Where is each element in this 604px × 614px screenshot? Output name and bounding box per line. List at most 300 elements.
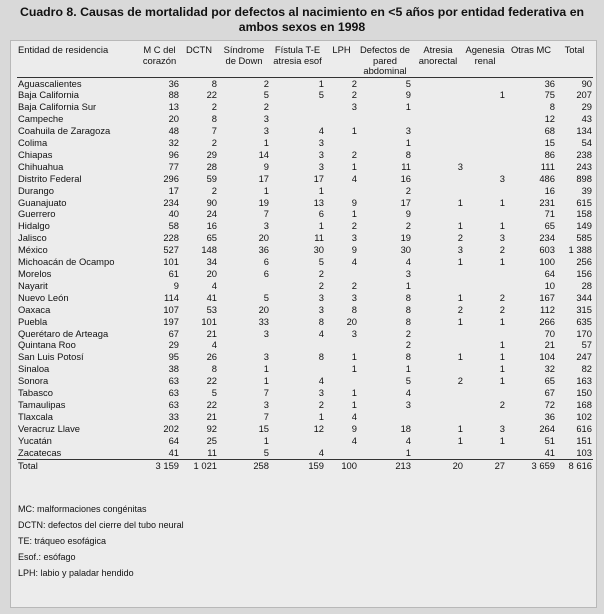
value-cell: 2 xyxy=(351,220,357,232)
value-cell: 20 xyxy=(168,113,179,125)
value-cell: 8 616 xyxy=(556,459,593,471)
table-row xyxy=(17,161,593,173)
value-cell xyxy=(412,89,464,101)
value-cell: 4 xyxy=(405,387,411,399)
value-cell: 228 xyxy=(163,232,179,244)
value-cell: 3 xyxy=(318,387,324,399)
value-cell: 1 xyxy=(457,291,463,303)
table-row xyxy=(17,304,593,316)
value-cell: 13 xyxy=(168,101,179,113)
value-cell: 256 xyxy=(576,256,592,268)
value-cell xyxy=(464,280,506,292)
caption-number: Cuadro 8. xyxy=(19,5,77,19)
value-cell: 111 xyxy=(540,160,555,172)
value-cell: 1 xyxy=(405,101,411,113)
value-cell xyxy=(412,101,464,113)
value-cell: 1 xyxy=(499,220,505,232)
value-cell: 114 xyxy=(164,291,179,303)
value-cell: 9 xyxy=(405,208,411,220)
value-cell: 6 xyxy=(318,208,324,220)
table-row xyxy=(17,316,593,328)
value-cell: 41 xyxy=(206,291,217,303)
value-cell: 2 xyxy=(457,232,463,244)
value-cell: 63 xyxy=(168,375,179,387)
mortality-table xyxy=(17,45,593,471)
value-cell: 92 xyxy=(206,422,217,434)
value-cell: 29 xyxy=(206,148,217,160)
value-cell: 3 xyxy=(405,398,411,410)
value-cell: 134 xyxy=(576,125,592,137)
value-cell: 231 xyxy=(539,196,555,208)
value-cell: 67 xyxy=(544,387,555,399)
value-cell xyxy=(270,101,325,113)
state-cell: Colima xyxy=(18,137,48,149)
value-cell xyxy=(464,161,506,173)
header-row xyxy=(17,45,593,77)
value-cell: 101 xyxy=(201,315,217,327)
value-cell: 18 xyxy=(400,422,411,434)
value-cell: 1 xyxy=(351,125,357,137)
value-cell: 8 xyxy=(318,315,324,327)
value-cell: 68 xyxy=(544,125,555,137)
state-cell: Tabasco xyxy=(18,387,53,399)
value-cell: 3 xyxy=(318,137,324,149)
value-cell: 17 xyxy=(168,184,179,196)
value-cell: 8 xyxy=(211,363,217,375)
value-cell: 170 xyxy=(576,327,592,339)
value-cell: 1 xyxy=(318,410,324,422)
value-cell xyxy=(464,208,506,220)
state-cell: Veracruz Llave xyxy=(18,422,81,434)
value-cell: 1 xyxy=(499,89,505,101)
value-cell: 3 xyxy=(351,101,357,113)
value-cell: 167 xyxy=(539,291,555,303)
value-cell: 1 xyxy=(263,363,269,375)
value-cell: 1 xyxy=(457,256,463,268)
value-cell: 16 xyxy=(206,220,217,232)
value-cell xyxy=(464,387,506,399)
table-row xyxy=(17,363,593,375)
table-row xyxy=(17,280,593,292)
value-cell: 16 xyxy=(544,184,555,196)
table-row xyxy=(17,268,593,280)
value-cell: 603 xyxy=(539,244,555,256)
value-cell: 2 xyxy=(499,303,505,315)
value-cell: 40 xyxy=(168,208,179,220)
value-cell: 51 xyxy=(544,434,555,446)
value-cell: 22 xyxy=(206,89,217,101)
value-cell xyxy=(464,101,506,113)
value-cell: 258 xyxy=(218,459,270,471)
value-cell: 3 xyxy=(318,303,324,315)
value-cell: 48 xyxy=(168,125,179,137)
value-cell: 486 xyxy=(539,172,555,184)
table-panel xyxy=(10,40,597,608)
col-header: Otras MC xyxy=(506,45,556,77)
footnote: DCTN: defectos del cierre del tubo neural xyxy=(18,520,184,530)
value-cell: 8 xyxy=(405,315,411,327)
value-cell: 149 xyxy=(576,220,592,232)
state-cell: Jalisco xyxy=(18,232,47,244)
value-cell xyxy=(412,137,464,149)
value-cell: 4 xyxy=(211,279,217,291)
state-cell: Durango xyxy=(18,184,54,196)
value-cell: 2 xyxy=(211,184,217,196)
value-cell: 2 xyxy=(499,291,505,303)
value-cell: 898 xyxy=(576,172,592,184)
value-cell: 43 xyxy=(581,113,592,125)
value-cell xyxy=(464,125,506,137)
value-cell: 8 xyxy=(211,77,217,89)
value-cell: 1 xyxy=(351,351,357,363)
value-cell: 30 xyxy=(313,244,324,256)
value-cell: 12 xyxy=(313,422,324,434)
value-cell: 3 xyxy=(263,327,269,339)
value-cell xyxy=(464,137,506,149)
value-cell: 1 xyxy=(263,375,269,387)
value-cell: 8 xyxy=(211,113,217,125)
state-cell: Querétaro de Arteaga xyxy=(18,327,109,339)
value-cell: 88 xyxy=(168,89,179,101)
value-cell: 8 xyxy=(549,101,555,113)
table-row xyxy=(17,101,593,113)
state-cell: Guanajuato xyxy=(18,196,67,208)
value-cell xyxy=(358,113,412,125)
value-cell: 3 xyxy=(318,148,324,160)
table-row xyxy=(17,256,593,268)
value-cell: 65 xyxy=(544,375,555,387)
value-cell: 4 xyxy=(351,434,357,446)
value-cell: 33 xyxy=(168,410,179,422)
value-cell xyxy=(270,339,325,351)
state-cell: Michoacán de Ocampo xyxy=(18,256,115,268)
table-row xyxy=(17,435,593,447)
value-cell xyxy=(325,137,358,149)
value-cell: 296 xyxy=(163,172,179,184)
value-cell: 59 xyxy=(206,172,217,184)
state-cell: Sinaloa xyxy=(18,363,50,375)
value-cell: 29 xyxy=(168,339,179,351)
state-cell: Chiapas xyxy=(18,148,53,160)
value-cell: 315 xyxy=(576,303,592,315)
value-cell xyxy=(464,411,506,423)
value-cell: 1 xyxy=(318,77,324,89)
value-cell: 102 xyxy=(576,410,592,422)
value-cell: 20 xyxy=(258,303,269,315)
value-cell: 90 xyxy=(206,196,217,208)
value-cell: 2 xyxy=(405,220,411,232)
value-cell: 4 xyxy=(405,256,411,268)
value-cell: 90 xyxy=(581,77,592,89)
state-cell: Total xyxy=(17,459,139,471)
value-cell xyxy=(464,447,506,459)
value-cell: 27 xyxy=(464,459,506,471)
value-cell: 8 xyxy=(405,148,411,160)
value-cell: 3 xyxy=(351,232,357,244)
value-cell: 3 xyxy=(318,291,324,303)
value-cell: 247 xyxy=(576,351,592,363)
value-cell: 207 xyxy=(576,89,592,101)
value-cell: 4 xyxy=(351,410,357,422)
value-cell: 2 xyxy=(318,398,324,410)
value-cell: 527 xyxy=(163,244,179,256)
value-cell: 616 xyxy=(576,422,592,434)
value-cell: 2 xyxy=(499,398,505,410)
value-cell: 32 xyxy=(544,363,555,375)
table-row xyxy=(17,77,593,89)
value-cell: 20 xyxy=(412,459,464,471)
value-cell: 5 xyxy=(318,89,324,101)
value-cell: 5 xyxy=(263,291,269,303)
value-cell: 39 xyxy=(581,184,592,196)
value-cell: 71 xyxy=(544,208,555,220)
value-cell: 4 xyxy=(318,125,324,137)
value-cell: 1 388 xyxy=(568,244,592,256)
value-cell: 64 xyxy=(168,434,179,446)
value-cell: 8 xyxy=(405,303,411,315)
value-cell: 4 xyxy=(405,434,411,446)
value-cell: 17 xyxy=(313,172,324,184)
value-cell xyxy=(464,149,506,161)
value-cell: 2 xyxy=(263,101,269,113)
value-cell: 7 xyxy=(211,125,217,137)
value-cell: 3 xyxy=(499,422,505,434)
table-row xyxy=(17,149,593,161)
value-cell: 1 xyxy=(499,434,505,446)
value-cell: 1 xyxy=(457,220,463,232)
table-row xyxy=(17,125,593,137)
value-cell: 20 xyxy=(346,315,357,327)
col-header: Síndrome de Down xyxy=(218,45,270,77)
state-cell: Aguascalientes xyxy=(18,77,82,89)
value-cell: 17 xyxy=(258,172,269,184)
value-cell: 34 xyxy=(206,256,217,268)
table-row xyxy=(17,447,593,459)
value-cell xyxy=(325,447,358,459)
value-cell: 21 xyxy=(544,339,555,351)
table-row xyxy=(17,197,593,209)
value-cell: 1 xyxy=(351,363,357,375)
value-cell: 148 xyxy=(201,244,217,256)
value-cell: 156 xyxy=(576,268,592,279)
value-cell: 213 xyxy=(358,459,412,471)
footnote: TE: tráqueo esofágica xyxy=(18,536,107,546)
value-cell: 5 xyxy=(405,375,411,387)
value-cell xyxy=(270,363,325,375)
value-cell: 8 xyxy=(405,351,411,363)
state-cell: Morelos xyxy=(18,268,52,279)
state-cell: Oaxaca xyxy=(18,303,51,315)
table-row xyxy=(17,387,593,399)
state-cell: San Luis Potosí xyxy=(18,351,84,363)
value-cell: 2 xyxy=(211,137,217,149)
value-cell: 2 xyxy=(211,101,217,113)
value-cell: 16 xyxy=(400,172,411,184)
table-row xyxy=(17,351,593,363)
value-cell: 2 xyxy=(457,375,463,387)
table-row xyxy=(17,137,593,149)
value-cell xyxy=(270,435,325,447)
value-cell: 4 xyxy=(318,375,324,387)
value-cell: 107 xyxy=(163,303,179,315)
value-cell: 3 xyxy=(263,113,269,125)
value-cell: 15 xyxy=(258,422,269,434)
value-cell xyxy=(325,339,358,351)
state-cell: Guerrero xyxy=(18,208,56,220)
value-cell: 197 xyxy=(163,315,179,327)
value-cell: 72 xyxy=(544,398,555,410)
value-cell: 38 xyxy=(168,363,179,375)
value-cell xyxy=(464,77,506,89)
state-cell: Baja California xyxy=(18,89,79,101)
state-cell: Chihuahua xyxy=(18,160,64,172)
value-cell: 7 xyxy=(263,208,269,220)
value-cell: 3 159 xyxy=(139,459,180,471)
value-cell: 11 xyxy=(207,446,217,458)
value-cell: 103 xyxy=(576,446,592,458)
value-cell: 11 xyxy=(401,160,411,172)
value-cell: 3 659 xyxy=(506,459,556,471)
col-header: Agenesia renal xyxy=(464,45,506,77)
state-cell: Tlaxcala xyxy=(18,410,53,422)
value-cell: 4 xyxy=(318,327,324,339)
value-cell: 1 021 xyxy=(180,459,218,471)
value-cell: 63 xyxy=(168,398,179,410)
value-cell: 58 xyxy=(168,220,179,232)
footnote: MC: malformaciones congénitas xyxy=(18,504,147,514)
value-cell: 1 xyxy=(457,315,463,327)
value-cell: 1 xyxy=(405,137,411,149)
table-row xyxy=(17,244,593,256)
value-cell: 6 xyxy=(263,268,269,279)
value-cell: 585 xyxy=(576,232,592,244)
value-cell: 3 xyxy=(457,244,463,256)
value-cell xyxy=(325,113,358,125)
value-cell xyxy=(218,280,270,292)
value-cell: 2 xyxy=(318,279,324,291)
value-cell: 1 xyxy=(499,375,505,387)
value-cell: 7 xyxy=(263,387,269,399)
value-cell: 3 xyxy=(351,291,357,303)
value-cell xyxy=(464,113,506,125)
value-cell: 1 xyxy=(263,184,269,196)
state-cell: Distrito Federal xyxy=(18,172,82,184)
value-cell: 1 xyxy=(405,279,411,291)
value-cell: 243 xyxy=(576,160,592,172)
value-cell: 12 xyxy=(544,113,555,125)
table-row xyxy=(17,411,593,423)
value-cell: 20 xyxy=(206,268,217,279)
value-cell: 3 xyxy=(457,160,463,172)
col-header: M C del corazón xyxy=(139,45,180,77)
value-cell: 1 xyxy=(457,196,463,208)
value-cell: 635 xyxy=(576,315,592,327)
value-cell xyxy=(325,268,358,280)
value-cell: 1 xyxy=(263,434,269,446)
state-cell: Sonora xyxy=(18,375,49,387)
value-cell: 32 xyxy=(168,137,179,149)
value-cell: 2 xyxy=(351,77,357,89)
value-cell: 19 xyxy=(400,232,411,244)
col-header: Entidad de residencia xyxy=(17,45,139,77)
caption-text: Causas de mortalidad por defectos al nacimiento en <5 años por entidad federativa en ambos sexos en 1998 xyxy=(76,5,585,34)
value-cell: 112 xyxy=(540,303,555,315)
table-body xyxy=(17,77,593,471)
value-cell: 9 xyxy=(263,160,269,172)
state-cell: Nuevo León xyxy=(18,291,69,303)
table-row xyxy=(17,185,593,197)
value-cell: 158 xyxy=(576,208,592,220)
value-cell xyxy=(412,185,464,197)
value-cell: 100 xyxy=(539,256,555,268)
value-cell: 54 xyxy=(581,137,592,149)
table-row xyxy=(17,399,593,411)
value-cell: 22 xyxy=(206,398,217,410)
value-cell: 5 xyxy=(263,89,269,101)
value-cell: 168 xyxy=(576,398,592,410)
value-cell: 65 xyxy=(544,220,555,232)
value-cell: 7 xyxy=(263,410,269,422)
value-cell: 3 xyxy=(499,172,505,184)
value-cell: 3 xyxy=(405,125,411,137)
col-header: Atresia anorectal xyxy=(412,45,464,77)
value-cell: 19 xyxy=(258,196,269,208)
value-cell: 1 xyxy=(499,315,505,327)
state-cell: Coahuila de Zaragoza xyxy=(18,125,111,137)
value-cell xyxy=(270,113,325,125)
value-cell: 57 xyxy=(581,339,592,351)
table-row xyxy=(17,328,593,340)
state-cell: Yucatán xyxy=(18,434,52,446)
state-cell: Tamaulipas xyxy=(18,398,66,410)
value-cell: 9 xyxy=(351,196,357,208)
value-cell: 1 xyxy=(457,351,463,363)
value-cell: 1 xyxy=(405,363,411,375)
value-cell: 41 xyxy=(168,446,179,458)
col-header: LPH xyxy=(325,45,358,77)
value-cell: 36 xyxy=(544,410,555,422)
value-cell: 33 xyxy=(258,315,269,327)
value-cell: 22 xyxy=(206,375,217,387)
value-cell: 1 xyxy=(318,184,324,196)
value-cell: 1 xyxy=(457,422,463,434)
value-cell: 86 xyxy=(544,148,555,160)
value-cell: 150 xyxy=(576,387,592,399)
value-cell: 4 xyxy=(351,256,357,268)
col-header: Defectos de pared abdominal xyxy=(359,44,411,76)
col-header: DCTN xyxy=(180,45,218,77)
value-cell: 1 xyxy=(263,137,269,149)
value-cell: 5 xyxy=(318,256,324,268)
value-cell: 9 xyxy=(405,89,411,101)
value-cell: 1 xyxy=(351,387,357,399)
value-cell: 95 xyxy=(168,351,179,363)
footnote: LPH: labio y paladar hendido xyxy=(18,568,134,578)
value-cell: 2 xyxy=(263,77,269,89)
value-cell: 234 xyxy=(163,196,179,208)
value-cell: 9 xyxy=(351,244,357,256)
value-cell xyxy=(218,339,270,351)
value-cell: 4 xyxy=(211,339,217,351)
state-cell: Baja California Sur xyxy=(18,101,97,113)
value-cell xyxy=(358,411,412,423)
value-cell: 21 xyxy=(206,327,217,339)
value-cell: 28 xyxy=(206,160,217,172)
value-cell xyxy=(412,113,464,125)
table-row xyxy=(17,232,593,244)
value-cell xyxy=(412,387,464,399)
value-cell xyxy=(412,447,464,459)
